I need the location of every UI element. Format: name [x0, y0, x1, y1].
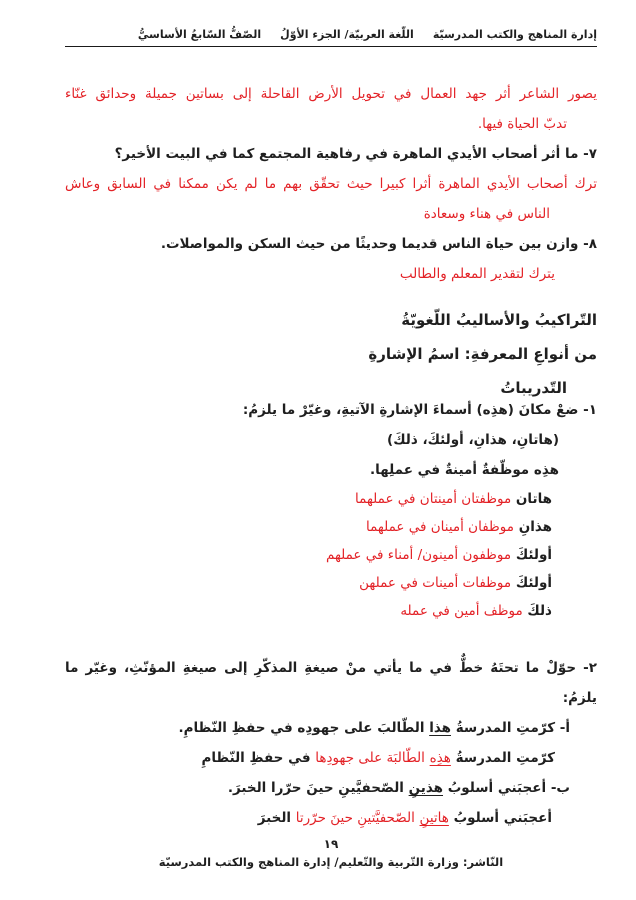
answer-a-underlined-word: هذِه: [429, 750, 451, 766]
exercise-1: [65, 395, 597, 625]
poem-answer-line-1: يصور الشاعر أثر جهد العمال في تحويل الأرض القاحلة إلى بساتين جميلة وحدائق غنّاء: [65, 86, 597, 102]
exercise-2-answer-a: [65, 743, 597, 773]
answer-b-underlined-word: هاتينِ: [419, 810, 449, 826]
answer-completion: موظفان أمينان في عملهما: [365, 519, 514, 535]
exercise-1-example: هذِه موظّفةٌ أمينةٌ في عملِها.: [370, 462, 559, 478]
answer-b-black-suffix: الخبرَ: [257, 810, 292, 826]
exercise-2: [65, 653, 597, 833]
answer-completion: موظفتان أمينتان في عملهما: [355, 491, 512, 507]
question-7: ٧- ما أثر أصحاب الأيدي الماهرة في رفاهية المجتمع كما في البيت الأخير؟: [114, 146, 597, 162]
answer-completion: موظفات أمينات في عملهن: [359, 575, 512, 591]
item-a-suffix: الطّالبَ على جهودِه في حفظِ النّظامِ.: [178, 720, 425, 736]
answer-completion: موظف أمين في عمله: [400, 603, 523, 619]
header-department: إدارة المناهج والكتب المدرسيّة: [432, 28, 597, 41]
exercise-2-answer-b: [65, 803, 597, 833]
answer-b-red-text: الصّحفيَّتينِ حينَ حرّرتا: [295, 810, 415, 826]
section-title-topic: من أنواعِ المعرفةِ: اسمُ الإشارةِ: [368, 345, 597, 363]
answer-b-black-prefix: أعجبَني أسلوبُ: [453, 810, 552, 826]
exercise-2-item-b: [65, 773, 597, 803]
exercise-1-answer-row: [65, 485, 597, 513]
header-grade: الصّفُّ السّابعُ الأساسيُّ: [137, 28, 262, 41]
demonstrative-word: أولئكَ: [515, 547, 552, 563]
exercise-2-item-a: [65, 713, 597, 743]
exercise-1-answers: [65, 485, 597, 625]
question-8: ٨- وازن بين حياة الناس قديما وحديثًا من حيث السكن والمواصلات.: [160, 236, 597, 252]
answer-a-red-text: الطّالبَة على جهودِها: [315, 750, 425, 766]
exercise-1-options: (هاتانِ، هذانِ، أولئكَ، ذلكَ): [387, 432, 559, 448]
exercise-2-instruction: ٢- حوّلْ ما تحتَهُ خطٌّ في ما يأتي منْ صيغةِ المذكّرِ إلى صيغةِ المؤنّثِ، وغيّر ما يلزمُ:: [65, 660, 597, 706]
publisher-footer: النّاشر: وزارة التّربية والتّعليم/ إدارة المناهج والكتب المدرسيّة: [158, 855, 504, 869]
demonstrative-word: هذانِ: [518, 519, 552, 535]
answer-a-black-prefix: كرّمتِ المدرسةُ: [455, 750, 555, 766]
demonstrative-word: ذلكَ: [527, 603, 552, 619]
exercise-1-answer-row: [65, 541, 597, 569]
item-a-prefix: أ- كرّمتِ المدرسةُ: [455, 720, 570, 736]
section-title-drills: التّدريباتُ: [500, 379, 567, 397]
exercise-1-answer-row: [65, 513, 597, 541]
page-content: [0, 28, 636, 871]
item-a-underlined-word: هذا: [429, 720, 451, 736]
demonstrative-word: أولئكَ: [515, 575, 552, 591]
exercise-1-instruction: ١- ضعْ مكانَ (هذِه) أسماءَ الإشارةِ الآتيةِ، وغيّرْ ما يلزمُ:: [242, 402, 597, 418]
section-title-structures: التّراكيبُ والأساليبُ اللّغويّةُ: [401, 311, 597, 329]
item-b-suffix: الصّحفيَّينِ حينَ حرّرا الخبرَ.: [227, 780, 404, 796]
page-header: [65, 28, 597, 47]
page-number: ١٩: [323, 837, 339, 851]
answer-7-line-2: الناس في هناء وسعادة: [423, 206, 550, 222]
exercise-1-answer-row: [65, 569, 597, 597]
answer-8: يترك لتقدير المعلم والطالب: [399, 266, 555, 282]
answer-7-line-1: ترك أصحاب الأيدي الماهرة أثرا كبيرا حيث تحقّق بهم ما لم يكن ممكنا في السابق وعاش: [65, 176, 597, 192]
poem-answer-line-2: تدبّ الحياة فيها.: [477, 116, 567, 132]
header-subject: اللّغة العربيّة/ الجزء الأوّلُ: [280, 28, 414, 41]
exercise-1-answer-row: [65, 597, 597, 625]
answer-completion: موظفون أمينون/ أمناء في عملهم: [325, 547, 512, 563]
item-b-prefix: ب- أعجبَني أسلوبُ: [447, 780, 570, 796]
demonstrative-word: هاتان: [515, 491, 552, 507]
poem-answer: [65, 79, 597, 139]
item-b-underlined-word: هذينِ: [408, 780, 444, 796]
answer-a-black-suffix: في حفظِ النّظامِ: [201, 750, 311, 766]
